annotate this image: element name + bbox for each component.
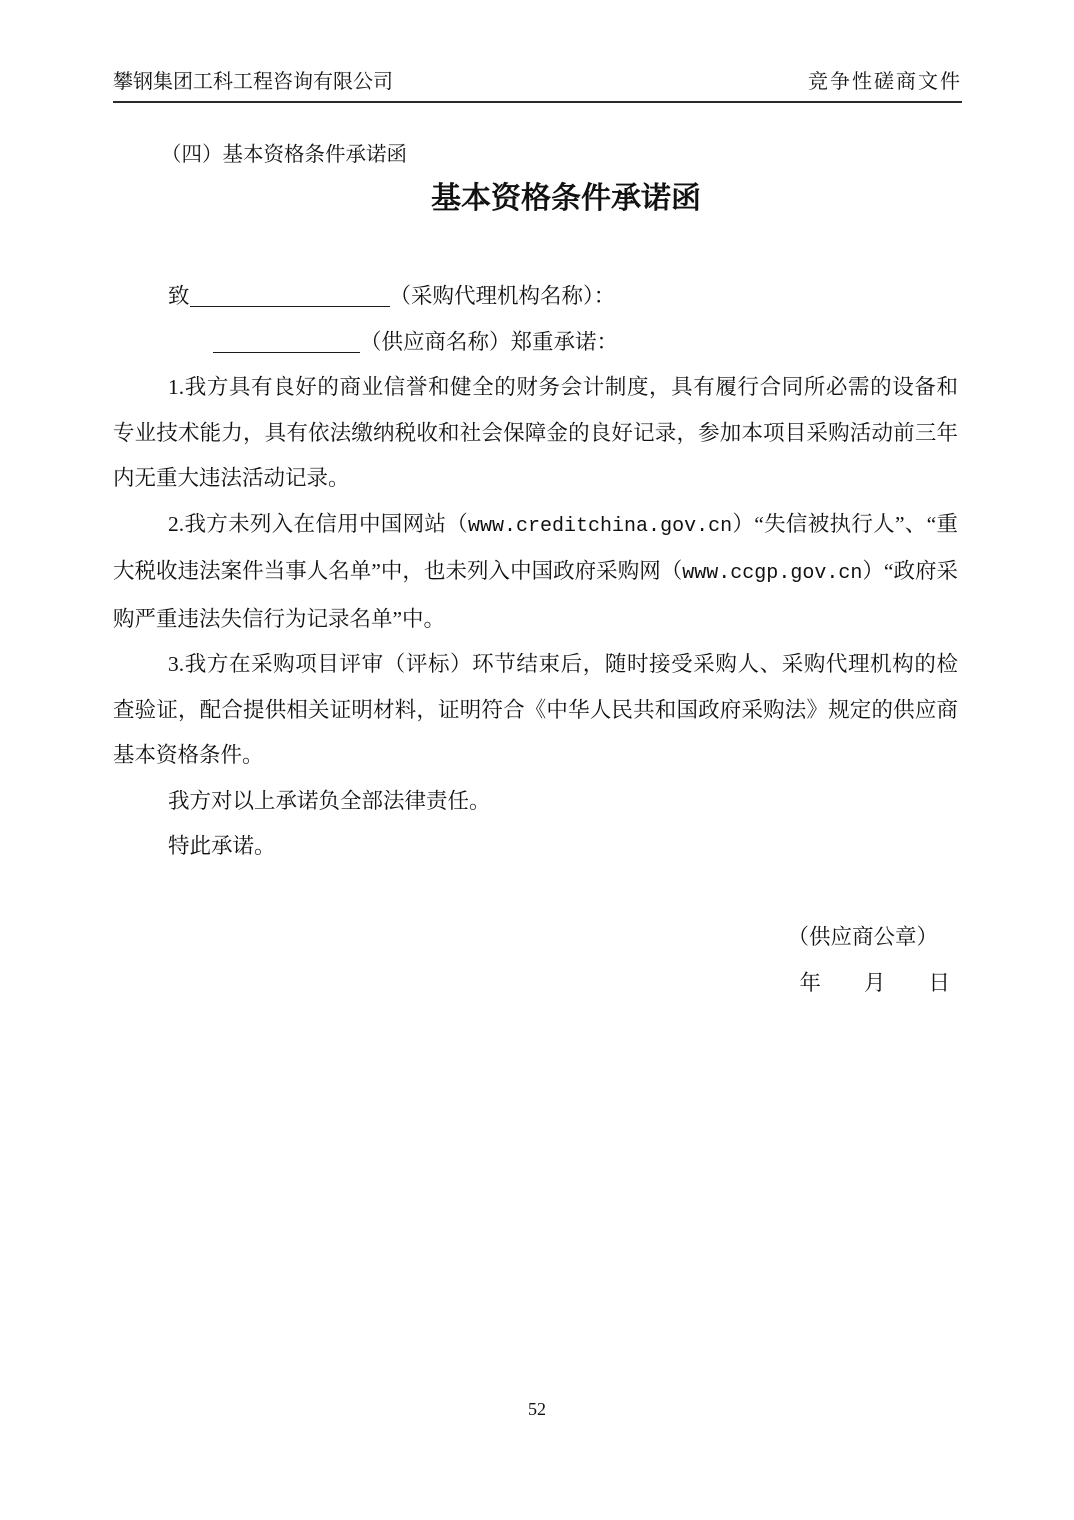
- ccgp-url: www.ccgp.gov.cn: [682, 562, 863, 585]
- header-company-name: 攀钢集团工科工程咨询有限公司: [113, 71, 393, 93]
- page-number: 52: [528, 1399, 546, 1419]
- date-line: 年 月 日: [799, 970, 950, 995]
- creditchina-url: www.creditchina.gov.cn: [468, 514, 733, 538]
- agency-name-blank: [190, 287, 390, 307]
- paragraph-2-text: ）“政府采购严重违法失信行为记录名单”中。: [113, 559, 959, 631]
- paragraph-3: 3.我方在采购项目评审（评标）环节结束后，随时接受采购人、采购代理机构的检查验证，配合提供相关证明材料，证明符合《中华人民共和国政府采购法》规定的供应商基本资格条件。: [113, 652, 958, 767]
- paragraph-2-text: ）“失信被执行人”、“重大税收违法案件当事人名单”中，也未列入中国政府采购网（: [113, 511, 958, 583]
- supplier-name-blank: [213, 333, 360, 353]
- section-heading: （四）基本资格条件承诺函: [161, 144, 407, 166]
- paragraph-4: 我方对以上承诺负全部法律责任。: [168, 788, 491, 813]
- letter-body: [113, 274, 958, 1006]
- supplier-line: [113, 320, 958, 366]
- page-header: [113, 70, 962, 103]
- signature-block: [113, 915, 958, 1006]
- salutation-suffix: （采购代理机构名称）：: [389, 284, 616, 308]
- supplier-line-suffix: （供应商名称）郑重承诺：: [360, 329, 619, 354]
- paragraph-5: 特此承诺。: [168, 834, 276, 858]
- paragraph-2-text: 2.我方未列入在信用中国网站（: [168, 511, 469, 536]
- paragraph-2: [113, 502, 958, 643]
- header-doc-type: 竞争性磋商文件: [808, 71, 962, 93]
- salutation-line: [113, 274, 958, 320]
- supplier-stamp-note: （供应商公章）: [787, 925, 938, 949]
- document-title: 基本资格条件承诺函: [431, 182, 701, 215]
- salutation-prefix: 致: [168, 284, 190, 308]
- paragraph-1: 1.我方具有良好的商业信誉和健全的财务会计制度，具有履行合同所必需的设备和专业技术能力，具有依法缴纳税收和社会保障金的良好记录，参加本项目采购活动前三年内无重大违法活动记录。: [113, 375, 958, 490]
